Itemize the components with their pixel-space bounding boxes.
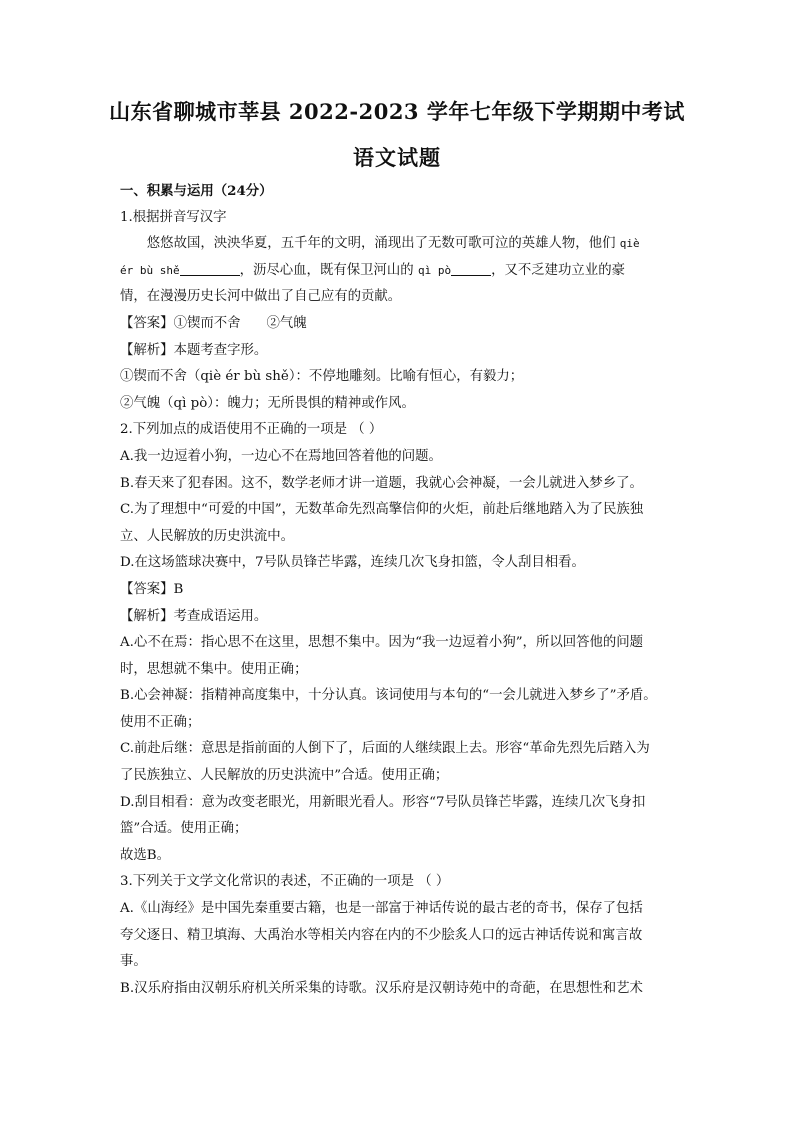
question-2-option-d: D.在这场篮球决赛中，7号队员锋芒毕露，连续几次飞身扣篮，令人刮目相看。 — [120, 555, 585, 571]
pinyin-1b: ér bù shě — [120, 263, 180, 277]
question-2-explain-a-1: A.心不在焉：指心思不在这里，思想不集中。因为“我一边逗着小狗”，所以回答他的问题 — [120, 635, 644, 651]
question-1-stem: 1.根据拼音写汉字 — [120, 209, 227, 225]
question-3-option-a-line-2: 夸父逐日、精卫填海、大禹治水等相关内容在内的不少脍炙人口的远古神话传说和寓言故 — [120, 927, 643, 943]
question-1-passage-line-2: ér bù shě ，沥尽心血，既有保卫河山的 qì pò ，又不乏建功立业的豪 — [120, 262, 625, 278]
question-2-explain-a-2: 时，思想就不集中。使用正确； — [120, 661, 308, 677]
question-3-option-a-line-1: A.《山海经》是中国先秦重要古籍，也是一部富于神话传说的最古老的奇书，保存了包括 — [120, 901, 643, 917]
question-2-stem: 2.下列加点的成语使用不正确的一项是 （ ） — [120, 422, 383, 438]
document-body — [120, 178, 680, 1002]
section-heading: 一、积累与运用（24分） — [120, 183, 273, 199]
question-2-explain-b-2: 使用不正确； — [120, 714, 201, 730]
question-2-answer: 【答案】B — [120, 581, 184, 597]
answer-blank-1 — [180, 261, 240, 276]
answer-blank-2 — [451, 261, 491, 276]
question-2-explain-c-2: 了民族独立、人民解放的历史洪流中”合适。使用正确； — [120, 768, 449, 784]
document-subtitle: 语文试题 — [353, 145, 441, 170]
question-1-analysis-item-1: ①锲而不舍（qiè ér bù shě）：不停地雕刻。比喻有恒心，有毅力； — [120, 369, 524, 385]
question-2-option-b: B.春天来了犯春困。这不，数学老师才讲一道题，我就心会神凝，一会儿就进入梦乡了。 — [120, 475, 643, 491]
question-2-conclusion: 故选B。 — [120, 847, 171, 863]
document-title: 山东省聊城市莘县 2022-2023 学年七年级下学期期中考试 — [109, 99, 685, 124]
question-1-analysis-item-2: ②气魄（qì pò）：魄力；无所畏惧的精神或作风。 — [120, 395, 415, 411]
question-2-analysis: 【解析】考查成语运用。 — [120, 608, 268, 624]
pinyin-1a: qiè — [619, 237, 640, 251]
pinyin-2: qì pò — [417, 263, 452, 277]
question-3-option-b-line-1: B.汉乐府指由汉朝乐府机关所采集的诗歌。汉乐府是汉朝诗苑中的奇葩，在思想性和艺术 — [120, 980, 643, 996]
question-2-explain-c-1: C.前赴后继：意思是指前面的人倒下了，后面的人继续跟上去。形容“革命先烈先后踏入为 — [120, 741, 650, 757]
question-1-passage-line-3: 情，在漫漫历史长河中做出了自己应有的贡献。 — [120, 289, 402, 305]
question-1-analysis: 【解析】本题考查字形。 — [120, 342, 268, 358]
question-1-answer: 【答案】①锲而不舍 ②气魄 — [120, 315, 307, 331]
question-2-option-c-line-1: C.为了理想中“可爱的中国”，无数革命先烈高擎信仰的火炬，前赴后继地踏入为了民族独 — [120, 502, 644, 518]
question-3-option-a-line-3: 事。 — [120, 954, 147, 970]
question-2-explain-d-1: D.刮目相看：意为改变老眼光，用新眼光看人。形容“7号队员锋芒毕露，连续几次飞身扣 — [120, 794, 646, 810]
question-1-passage-line-1: 悠悠故国，泱泱华夏，五千年的文明，涌现出了无数可歌可泣的英雄人物，他们 qiè — [146, 236, 640, 252]
question-2-explain-d-2: 篮”合适。使用正确； — [120, 821, 248, 837]
question-2-explain-b-1: B.心会神凝：指精神高度集中，十分认真。该词使用与本句的“一会儿就进入梦乡了”矛盾。 — [120, 688, 657, 704]
question-2-option-c-line-2: 立、人民解放的历史洪流中。 — [120, 528, 295, 544]
question-3-stem: 3.下列关于文学文化常识的表述，不正确的一项是 （ ） — [120, 874, 450, 890]
question-2-option-a: A.我一边逗着小狗，一边心不在焉地回答着他的问题。 — [120, 448, 442, 464]
